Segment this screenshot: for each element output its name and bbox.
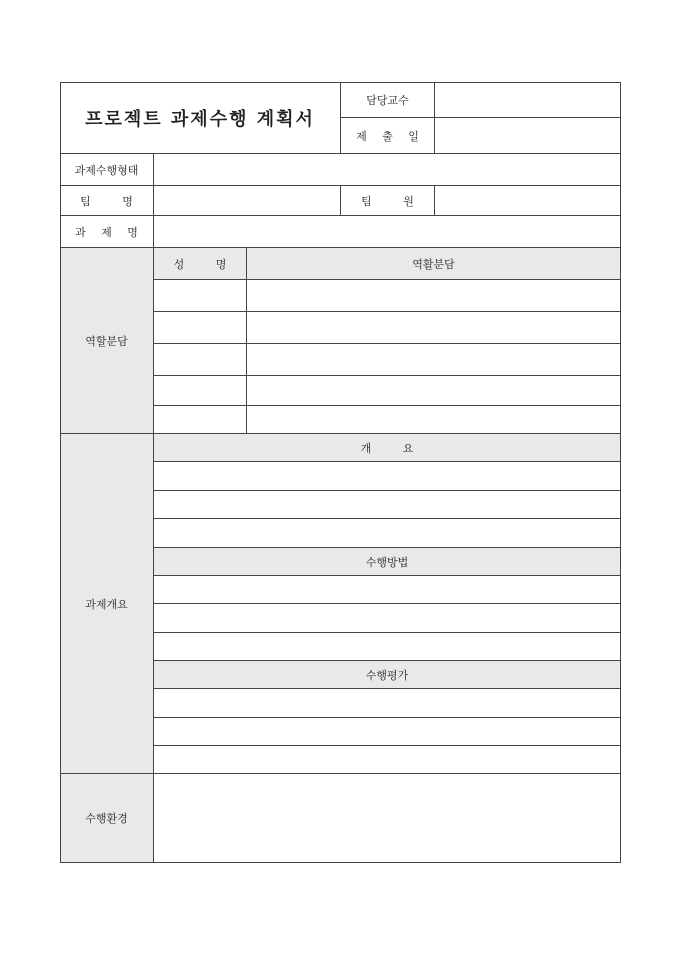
summary-header: 개 요 bbox=[154, 434, 621, 462]
submit-date-field[interactable] bbox=[435, 118, 621, 154]
method-line[interactable] bbox=[154, 576, 621, 604]
role-name-cell[interactable] bbox=[154, 312, 247, 344]
method-line[interactable] bbox=[154, 604, 621, 633]
role-desc-cell[interactable] bbox=[247, 280, 621, 312]
role-desc-cell[interactable] bbox=[247, 312, 621, 344]
role-name-cell[interactable] bbox=[154, 376, 247, 406]
role-desc-cell[interactable] bbox=[247, 344, 621, 376]
team-name-field[interactable] bbox=[154, 186, 341, 216]
environment-field[interactable] bbox=[154, 774, 621, 863]
overview-section-label: 과제개요 bbox=[60, 434, 154, 774]
summary-line[interactable] bbox=[154, 519, 621, 548]
evaluation-line[interactable] bbox=[154, 746, 621, 774]
team-members-field[interactable] bbox=[435, 186, 621, 216]
role-name-cell[interactable] bbox=[154, 344, 247, 376]
role-name-cell[interactable] bbox=[154, 280, 247, 312]
form-title: 프로젝트 과제수행 계획서 bbox=[60, 82, 341, 154]
role-desc-cell[interactable] bbox=[247, 376, 621, 406]
method-line[interactable] bbox=[154, 633, 621, 661]
project-name-field[interactable] bbox=[154, 216, 621, 248]
environment-label: 수행환경 bbox=[60, 774, 154, 863]
summary-line[interactable] bbox=[154, 491, 621, 519]
project-plan-form bbox=[60, 82, 621, 863]
project-type-label: 과제수행형태 bbox=[60, 154, 154, 186]
project-name-label: 과 제 명 bbox=[60, 216, 154, 248]
role-desc-cell[interactable] bbox=[247, 406, 621, 434]
project-type-field[interactable] bbox=[154, 154, 621, 186]
evaluation-line[interactable] bbox=[154, 718, 621, 746]
summary-line[interactable] bbox=[154, 462, 621, 491]
evaluation-line[interactable] bbox=[154, 689, 621, 718]
method-header: 수행방법 bbox=[154, 548, 621, 576]
role-name-cell[interactable] bbox=[154, 406, 247, 434]
role-table-role-header: 역활분담 bbox=[247, 248, 621, 280]
team-name-label: 팀 명 bbox=[60, 186, 154, 216]
team-members-label: 팀 원 bbox=[341, 186, 435, 216]
roles-label: 역할분담 bbox=[60, 248, 154, 434]
role-table-name-header: 성 명 bbox=[154, 248, 247, 280]
submit-date-label: 제 출 일 bbox=[341, 118, 435, 154]
evaluation-header: 수행평가 bbox=[154, 661, 621, 689]
advisor-label: 담당교수 bbox=[341, 82, 435, 118]
advisor-field[interactable] bbox=[435, 82, 621, 118]
